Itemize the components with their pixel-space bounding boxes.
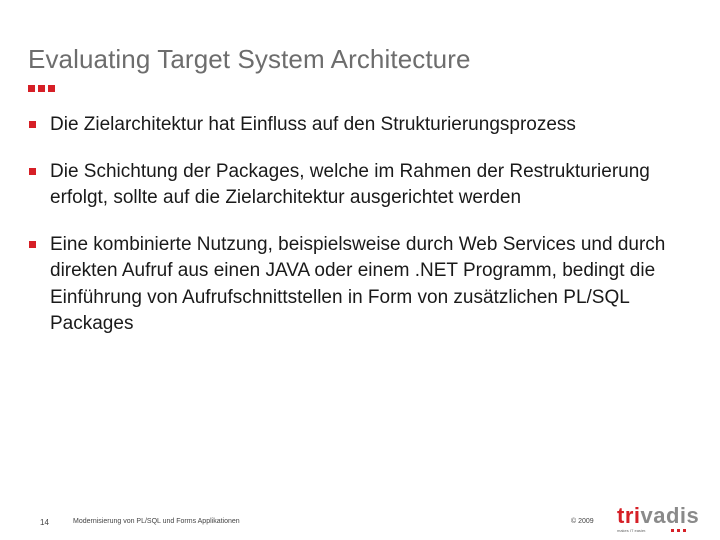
page-number: 14	[40, 518, 49, 527]
slide-title: Evaluating Target System Architecture	[28, 44, 471, 74]
bullet-square-icon	[29, 121, 36, 128]
bullet-square-icon	[29, 168, 36, 175]
logo-wordmark-part1: tri	[617, 503, 641, 528]
red-square-1	[28, 85, 35, 92]
logo-dot	[671, 529, 674, 532]
bullet-item	[28, 232, 693, 338]
logo-wordmark-part2: vadis	[640, 503, 700, 528]
footer-title: Modernisierung von PL/SQL und Forms Applikationen	[73, 518, 240, 525]
copyright: © 2009	[571, 518, 594, 525]
logo-dot	[683, 529, 686, 532]
bullet-item	[28, 159, 693, 212]
logo-dot	[677, 529, 680, 532]
red-square-3	[48, 85, 55, 92]
logo-tagline: makes IT easier.	[617, 528, 647, 533]
red-square-2	[38, 85, 45, 92]
footer	[0, 505, 720, 540]
bullet-square-icon	[29, 241, 36, 248]
logo-dots	[671, 529, 686, 532]
bullet-text: Die Schichtung der Packages, welche im Rahmen der Restrukturierung erfolgt, sollte auf die Zielarchitektur ausgerichtet werden	[50, 160, 650, 208]
logo-wordmark	[617, 503, 699, 529]
trivadis-logo	[617, 503, 700, 540]
bullet-list	[28, 112, 693, 358]
bullet-text: Die Zielarchitektur hat Einfluss auf den Strukturierungsprozess	[50, 114, 576, 135]
bullet-text: Eine kombinierte Nutzung, beispielsweise durch Web Services und durch direkten Aufruf aus einen JAVA oder einem .NET Programm, bedingt die Einführung von Aufrufschnittstellen in Form von zusätzlichen PL/SQL Packages	[50, 233, 666, 334]
bullet-item	[28, 112, 693, 139]
title-underline-squares	[28, 85, 55, 92]
